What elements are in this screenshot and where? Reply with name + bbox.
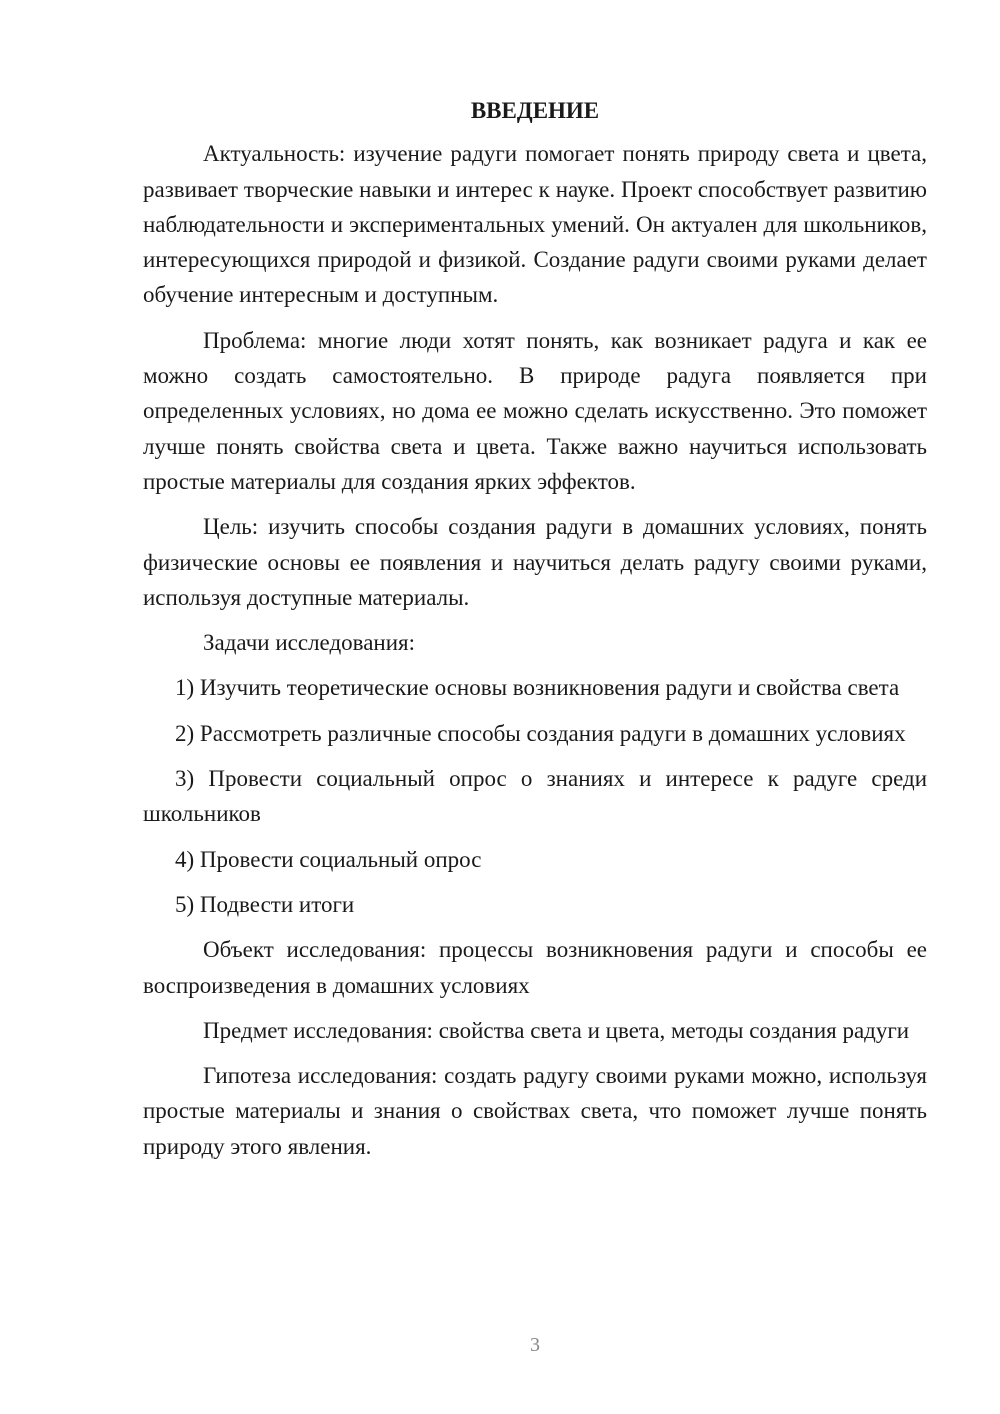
task-item: 4) Провести социальный опрос <box>175 846 482 872</box>
goal-paragraph: Цель: изучить способы создания радуги в домашних условиях, понять физические основы ее появления и научиться делать радугу своими руками, используя доступные материалы. <box>143 514 927 610</box>
tasks-list <box>143 670 927 922</box>
hypothesis-paragraph: Гипотеза исследования: создать радугу своими руками можно, используя простые материалы и знания о свойствах света, что поможет лучше понять природу этого явления. <box>143 1063 927 1159</box>
subject-paragraph: Предмет исследования: свойства света и цвета, методы создания радуги <box>203 1017 910 1043</box>
task-item: 2) Рассмотреть различные способы создания радуги в домашних условиях <box>175 720 906 746</box>
relevance-paragraph: Актуальность: изучение радуги помогает понять природу света и цвета, развивает творческие навыки и интерес к науке. Проект способствует развитию наблюдательности и экспериментальных умений. Он актуален для школьников, интересующихся природой и физикой. Создание радуги своими руками делает обучение интересным и доступным. <box>143 141 927 308</box>
page-number: 3 <box>530 1334 540 1356</box>
problem-paragraph: Проблема: многие люди хотят понять, как возникает радуга и как ее можно создать самостоятельно. В природе радуга появляется при определенных условиях, но дома ее можно сделать искусственно. Это поможет лучше понять свойства света и цвета. Также важно научиться использовать простые материалы для создания ярких эффектов. <box>143 327 927 494</box>
page-content <box>143 93 927 1174</box>
task-item: 1) Изучить теоретические основы возникновения радуги и свойства света <box>175 675 900 701</box>
section-title: ВВЕДЕНИЕ <box>470 98 600 123</box>
tasks-heading: Задачи исследования: <box>203 630 416 656</box>
object-paragraph: Объект исследования: процессы возникновения радуги и способы ее воспроизведения в домашних условиях <box>143 937 927 998</box>
task-item: 5) Подвести итоги <box>175 891 355 917</box>
task-item: 3) Провести социальный опрос о знаниях и интересе к радуге среди школьников <box>143 766 927 827</box>
